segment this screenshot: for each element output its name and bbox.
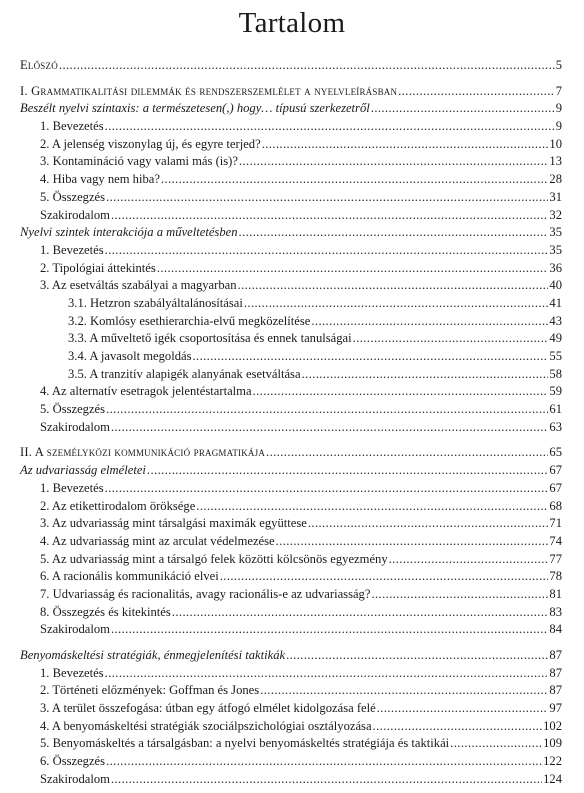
dot-leader <box>244 295 549 313</box>
toc-entry-title: 5. Benyomáskeltés a társalgásban: a nyelvi benyomáskeltés stratégiája és taktikái <box>40 736 450 751</box>
toc-entry-title: 3.2. Komlósy esethierarchia-elvű megközelítése <box>68 313 311 328</box>
toc-entry-page-number: 35 <box>549 225 562 240</box>
dot-leader <box>239 224 549 242</box>
toc-entry[interactable] <box>20 330 562 348</box>
toc-entry-page-number: 55 <box>549 349 562 363</box>
toc-entry-page-number: 61 <box>549 402 562 417</box>
toc-entry-page-number: 35 <box>549 242 562 257</box>
toc-entry-page-number: 40 <box>549 278 562 293</box>
toc-entry[interactable] <box>20 136 562 154</box>
toc-entry-page-number: 84 <box>549 622 562 637</box>
toc-entry-title: 8. Összegzés és kitekintés <box>40 604 171 619</box>
dot-leader <box>111 771 542 789</box>
toc-entry-title: 4. Az udvariasság mint az arculat védelmezése <box>40 533 275 548</box>
toc-entry[interactable] <box>20 700 562 718</box>
toc-entry-page-number: 49 <box>549 331 562 346</box>
toc-entry[interactable] <box>20 118 562 136</box>
toc-entry-title: Beszélt nyelvi szintaxis: a természetesen(,) hogy… típusú szerkezetről <box>20 101 370 116</box>
dot-leader <box>286 647 548 665</box>
dot-leader <box>371 100 555 118</box>
toc-entry[interactable] <box>20 498 562 516</box>
toc-entry-title: 3. Kontamináció vagy valami más (is)? <box>40 154 238 169</box>
table-of-contents <box>20 57 562 789</box>
dot-leader <box>106 753 542 771</box>
dot-leader <box>262 136 549 154</box>
toc-entry-page-number: 7 <box>555 83 562 98</box>
toc-entry-page-number: 124 <box>543 771 562 786</box>
dot-leader <box>161 171 548 189</box>
toc-entry-page-number: 87 <box>549 648 562 662</box>
toc-entry-page-number: 10 <box>549 136 562 151</box>
dot-leader <box>105 665 549 683</box>
toc-entry-page-number: 83 <box>549 604 562 619</box>
toc-entry-page-number: 67 <box>549 463 562 478</box>
toc-entry-page-number: 9 <box>555 119 562 134</box>
toc-entry-title: Nyelvi szintek interakciója a műveltetésben <box>20 225 238 240</box>
toc-entry-page-number: 58 <box>549 366 562 381</box>
toc-entry-title: 3. A terület összefogása: útban egy átfogó elmélet kidolgozása felé <box>40 701 376 716</box>
toc-entry[interactable] <box>20 348 562 366</box>
toc-entry-title: 1. Bevezetés <box>40 119 104 134</box>
toc-entry[interactable] <box>20 647 562 665</box>
toc-entry[interactable] <box>20 444 562 462</box>
toc-entry-page-number: 78 <box>549 569 562 584</box>
toc-entry[interactable] <box>20 224 562 242</box>
toc-entry-title: Az udvariasság elméletei <box>20 463 146 478</box>
toc-entry[interactable] <box>20 551 562 569</box>
toc-entry[interactable] <box>20 260 562 278</box>
toc-entry[interactable] <box>20 665 562 683</box>
dot-leader <box>238 277 549 295</box>
toc-entry[interactable] <box>20 295 562 313</box>
toc-entry-title: 1. Bevezetés <box>40 242 104 257</box>
toc-entry[interactable] <box>20 153 562 171</box>
toc-entry[interactable] <box>20 383 562 401</box>
dot-leader <box>450 735 542 753</box>
toc-entry-page-number: 102 <box>543 718 562 733</box>
dot-leader <box>253 383 549 401</box>
toc-entry-title: Szakirodalom <box>40 622 110 637</box>
toc-entry-title: 5. Összegzés <box>40 189 106 204</box>
toc-entry-page-number: 87 <box>549 665 562 680</box>
dot-leader <box>106 401 548 419</box>
toc-entry-page-number: 41 <box>549 295 562 310</box>
toc-entry-page-number: 59 <box>549 384 562 399</box>
toc-entry-page-number: 77 <box>549 551 562 566</box>
toc-entry-page-number: 122 <box>543 754 562 769</box>
toc-entry[interactable] <box>20 83 562 101</box>
dot-leader <box>266 444 548 462</box>
toc-entry-page-number: 31 <box>549 189 562 204</box>
toc-entry[interactable] <box>20 682 562 700</box>
dot-leader <box>196 498 548 516</box>
toc-entry[interactable] <box>20 480 562 498</box>
toc-entry[interactable] <box>20 401 562 419</box>
dot-leader <box>106 189 548 207</box>
dot-leader <box>377 700 549 718</box>
toc-entry-title: 3.5. A tranzitív alapigék alanyának esetváltása <box>68 366 301 381</box>
toc-entry[interactable] <box>20 568 562 586</box>
toc-entry-title: Szakirodalom <box>40 207 110 222</box>
toc-entry-title: 6. Összegzés <box>40 754 106 769</box>
toc-entry-page-number: 68 <box>549 498 562 513</box>
toc-entry-page-number: 71 <box>549 516 562 531</box>
dot-leader <box>147 462 548 480</box>
toc-entry[interactable] <box>20 735 562 753</box>
toc-entry[interactable] <box>20 533 562 551</box>
toc-entry-title: 2. Az etikettirodalom öröksége <box>40 498 196 513</box>
toc-entry-page-number: 81 <box>549 586 562 601</box>
toc-entry[interactable] <box>20 242 562 260</box>
dot-leader <box>192 348 548 366</box>
toc-entry-page-number: 32 <box>549 207 562 222</box>
dot-leader <box>172 604 549 622</box>
dot-leader <box>389 551 549 569</box>
dot-leader <box>105 242 549 260</box>
dot-leader <box>371 586 548 604</box>
toc-entry-title: 1. Bevezetés <box>40 480 104 495</box>
toc-entry-page-number: 28 <box>549 172 562 187</box>
toc-entry[interactable] <box>20 313 562 331</box>
toc-entry-title: 4. Hiba vagy nem hiba? <box>40 172 160 187</box>
page-title: Tartalom <box>238 7 346 39</box>
toc-entry[interactable] <box>20 753 562 771</box>
toc-entry-title: 4. A benyomáskeltési stratégiák szociálpszichológiai osztályozása <box>40 718 372 733</box>
toc-entry-page-number: 9 <box>555 101 562 116</box>
toc-entry-title: 1. Bevezetés <box>40 665 104 680</box>
dot-leader <box>398 83 555 101</box>
toc-entry-page-number: 67 <box>549 480 562 495</box>
dot-leader <box>276 533 549 551</box>
toc-entry-title: 5. Összegzés <box>40 402 106 417</box>
toc-entry-page-number: 63 <box>549 419 562 434</box>
toc-entry-title: II. A személyközi kommunikáció pragmatikája <box>20 445 266 460</box>
toc-entry-page-number: 74 <box>549 533 562 548</box>
toc-entry-page-number: 65 <box>549 445 562 460</box>
toc-entry[interactable] <box>20 100 562 118</box>
toc-entry[interactable] <box>20 604 562 622</box>
toc-entry[interactable] <box>20 189 562 207</box>
dot-leader <box>353 330 549 348</box>
dot-leader <box>260 682 548 700</box>
toc-entry-title: 2. A jelenség viszonylag új, és egyre terjed? <box>40 136 261 151</box>
toc-entry-title: 3.3. A műveltető igék csoportosítása és ennek tanulságai <box>68 331 352 346</box>
toc-entry-page-number: 109 <box>543 736 562 751</box>
dot-leader <box>105 118 555 136</box>
dot-leader <box>220 568 549 586</box>
toc-entry-page-number: 36 <box>549 260 562 275</box>
toc-entry-title: 3.4. A javasolt megoldás <box>68 349 192 363</box>
toc-entry-page-number: 5 <box>555 58 562 72</box>
toc-entry-page-number: 87 <box>549 683 562 698</box>
toc-entry[interactable] <box>20 515 562 533</box>
toc-entry[interactable] <box>20 771 562 789</box>
toc-entry[interactable] <box>20 419 562 437</box>
toc-entry-title: 2. Tipológiai áttekintés <box>40 260 156 275</box>
toc-entry-title: 3. Az esetváltás szabályai a magyarban <box>40 278 237 293</box>
toc-entry-title: Előszó <box>20 58 58 72</box>
toc-entry[interactable] <box>20 366 562 384</box>
toc-entry-page-number: 13 <box>549 154 562 169</box>
toc-entry-title: Szakirodalom <box>40 771 110 786</box>
toc-entry-title: 3. Az udvariasság mint társalgási maximák együttese <box>40 516 307 531</box>
toc-entry-title: 6. A racionális kommunikáció elvei <box>40 569 219 584</box>
dot-leader <box>239 153 548 171</box>
toc-entry[interactable] <box>20 462 562 480</box>
dot-leader <box>308 515 549 533</box>
toc-entry[interactable] <box>20 586 562 604</box>
toc-entry[interactable] <box>20 277 562 295</box>
toc-entry[interactable] <box>20 621 562 639</box>
toc-entry[interactable] <box>20 207 562 225</box>
toc-entry[interactable] <box>20 718 562 736</box>
toc-entry-title: 3.1. Hetzron szabályáltalánosításai <box>68 295 243 310</box>
toc-entry[interactable] <box>20 171 562 189</box>
dot-leader <box>302 366 549 384</box>
dot-leader <box>59 57 555 75</box>
dot-leader <box>111 207 548 225</box>
toc-entry-title: I. Grammatikalitási dilemmák és rendszerszemlélet a nyelvleírásban <box>20 83 398 98</box>
toc-entry[interactable] <box>20 57 562 75</box>
toc-entry-page-number: 43 <box>549 313 562 328</box>
dot-leader <box>157 260 549 278</box>
toc-entry-page-number: 97 <box>549 701 562 716</box>
dot-leader <box>311 313 548 331</box>
toc-entry-title: 2. Történeti előzmények: Goffman és Jones <box>40 683 260 698</box>
dot-leader <box>105 480 549 498</box>
dot-leader <box>111 419 548 437</box>
toc-entry-title: 4. Az alternatív esetragok jelentéstartalma <box>40 384 252 399</box>
toc-entry-title: 7. Udvariasság és racionalitás, avagy racionális-e az udvariasság? <box>40 586 371 601</box>
dot-leader <box>111 621 548 639</box>
toc-entry-title: Benyomáskeltési stratégiák, énmegjelenítési taktikák <box>20 648 286 662</box>
toc-entry-title: Szakirodalom <box>40 419 110 434</box>
toc-entry-title: 5. Az udvariasság mint a társalgó felek közötti kölcsönös egyezmény <box>40 551 388 566</box>
dot-leader <box>373 718 543 736</box>
